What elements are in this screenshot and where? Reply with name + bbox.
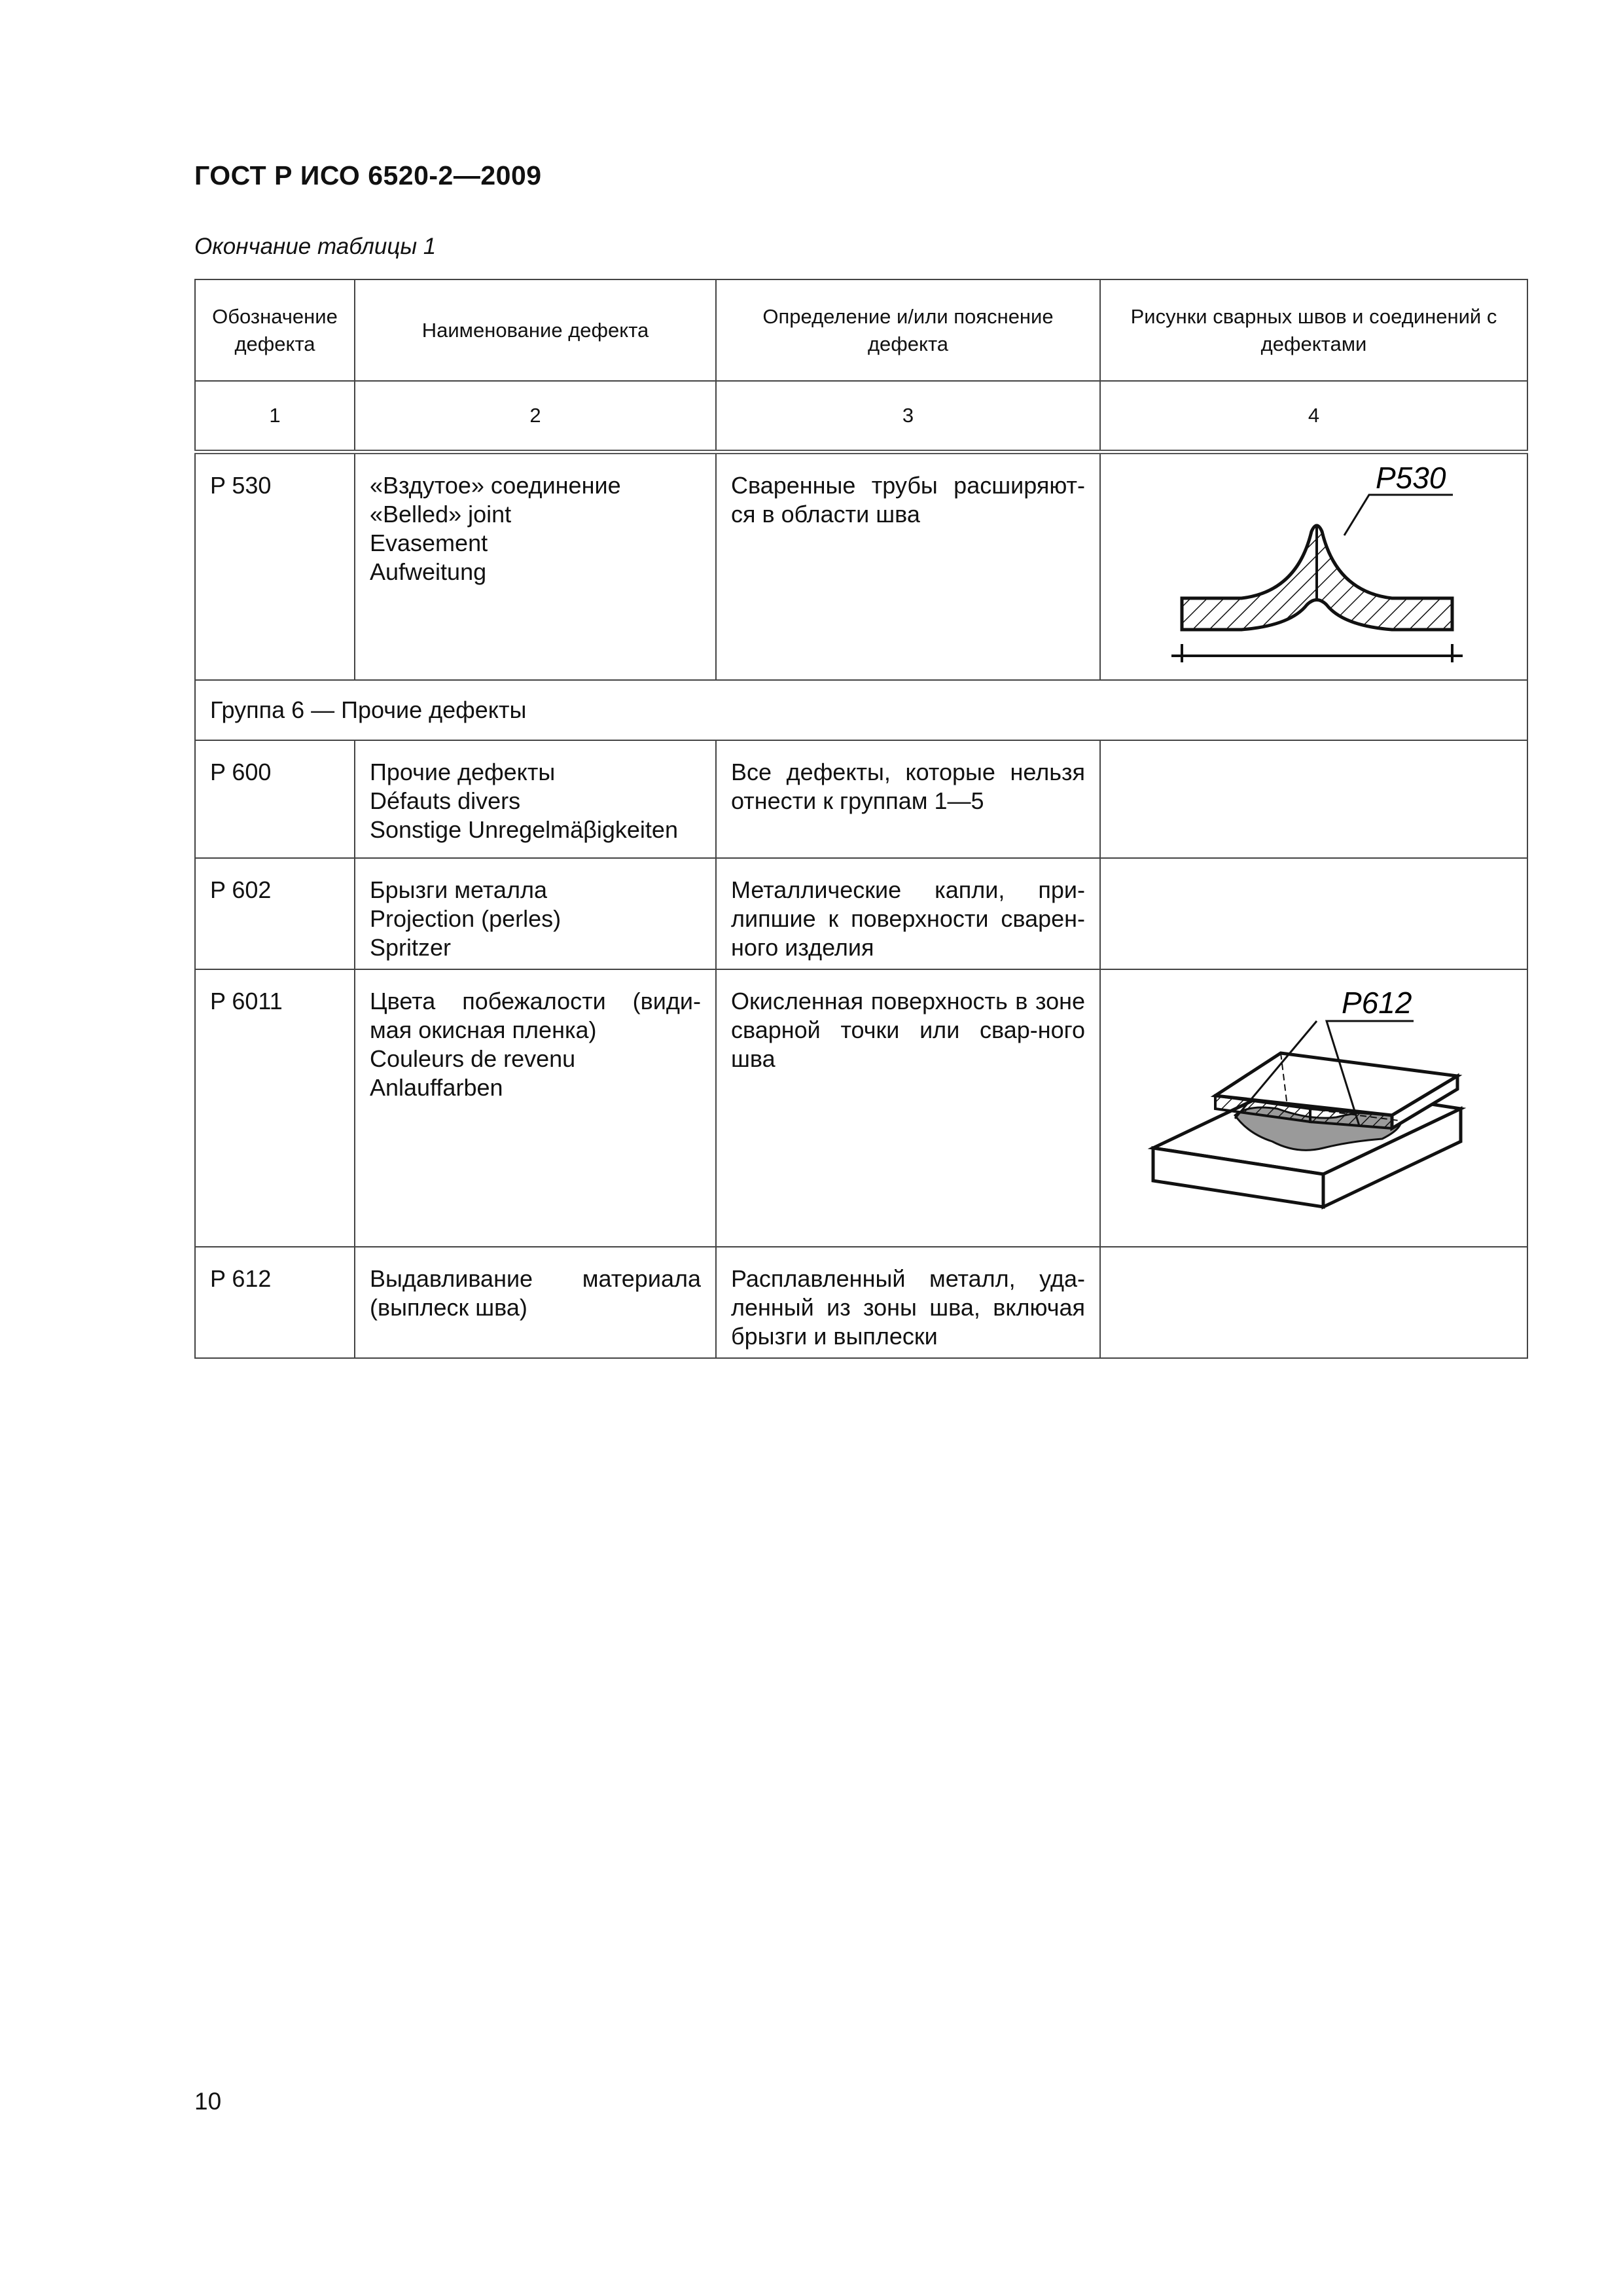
defect-name: Брызги металла <box>370 876 547 903</box>
defect-name: Evasement <box>370 529 488 556</box>
defect-definition: Окисленная поверхность в зоне сварной точки или свар-ного шва <box>716 969 1100 1247</box>
defect-name: Spritzer <box>370 933 452 961</box>
figure-cell <box>1100 452 1527 681</box>
defect-name: Выдавливание материала (выплеск шва) <box>370 1265 701 1321</box>
defect-definition: Металлические капли, при-липшие к поверхности сварен-ного изделия <box>716 858 1100 969</box>
defect-name: Couleurs de revenu <box>370 1045 576 1072</box>
defect-names <box>355 1247 716 1358</box>
defect-name: «Belled» joint <box>370 500 512 528</box>
col-header-definition: Определение и/или пояснение дефекта <box>716 279 1100 381</box>
defect-code: P 612 <box>195 1247 355 1358</box>
defect-definition: Расплавленный металл, уда-ленный из зоны шва, включая брызги и выплески <box>716 1247 1100 1358</box>
belled-joint-figure <box>1101 454 1525 679</box>
figure-cell <box>1100 969 1527 1247</box>
figure-cell-empty <box>1100 740 1527 858</box>
group-title: Группа 6 — Прочие дефекты <box>195 680 1527 740</box>
table-row <box>195 1247 1527 1358</box>
column-number-row <box>195 381 1527 452</box>
defect-names <box>355 740 716 858</box>
figure-cell-empty <box>1100 1247 1527 1358</box>
document-header: ГОСТ Р ИСО 6520-2—2009 <box>194 160 542 190</box>
page-number: 10 <box>194 2088 222 2115</box>
table-row <box>195 740 1527 858</box>
defect-code: P 6011 <box>195 969 355 1247</box>
defect-name: Прочие дефекты <box>370 759 556 785</box>
col-number: 1 <box>195 381 355 452</box>
figure-cell-empty <box>1100 858 1527 969</box>
defect-code: P 530 <box>195 452 355 681</box>
defect-name: Цвета побежалости (види-мая окисная пленка) <box>370 988 701 1043</box>
defect-code: P 602 <box>195 858 355 969</box>
defect-definition: Все дефекты, которые нельзя отнести к группам 1—5 <box>716 740 1100 858</box>
figure-label: P530 <box>1376 461 1446 495</box>
defect-name: Sonstige Unregelmäβigkeiten <box>370 816 678 843</box>
defect-names <box>355 969 716 1247</box>
defect-name: Anlauffarben <box>370 1073 503 1101</box>
defect-name: Projection (perles) <box>370 905 562 932</box>
temper-colour-figure <box>1101 970 1525 1245</box>
col-number: 2 <box>355 381 716 452</box>
defect-name: «Вздутое» соединение <box>370 472 621 499</box>
defect-names <box>355 858 716 969</box>
col-number: 3 <box>716 381 1100 452</box>
figure-label: P612 <box>1342 986 1412 1020</box>
table-row <box>195 452 1527 681</box>
col-header-designation: Обозначение дефекта <box>195 279 355 381</box>
defect-name: Défauts divers <box>370 787 521 814</box>
defect-definition: Сваренные трубы расширяют-ся в области шва <box>716 452 1100 681</box>
col-header-name: Наименование дефекта <box>355 279 716 381</box>
defect-names <box>355 452 716 681</box>
table-caption: Окончание таблицы 1 <box>194 234 437 259</box>
table-row <box>195 969 1527 1247</box>
table-header-row <box>195 279 1527 381</box>
defect-name: Aufweitung <box>370 558 487 585</box>
defects-table <box>194 279 1528 1359</box>
col-header-figures: Рисунки сварных швов и соединений с дефектами <box>1100 279 1527 381</box>
group-row <box>195 680 1527 740</box>
defect-code: P 600 <box>195 740 355 858</box>
table-row <box>195 858 1527 969</box>
col-number: 4 <box>1100 381 1527 452</box>
